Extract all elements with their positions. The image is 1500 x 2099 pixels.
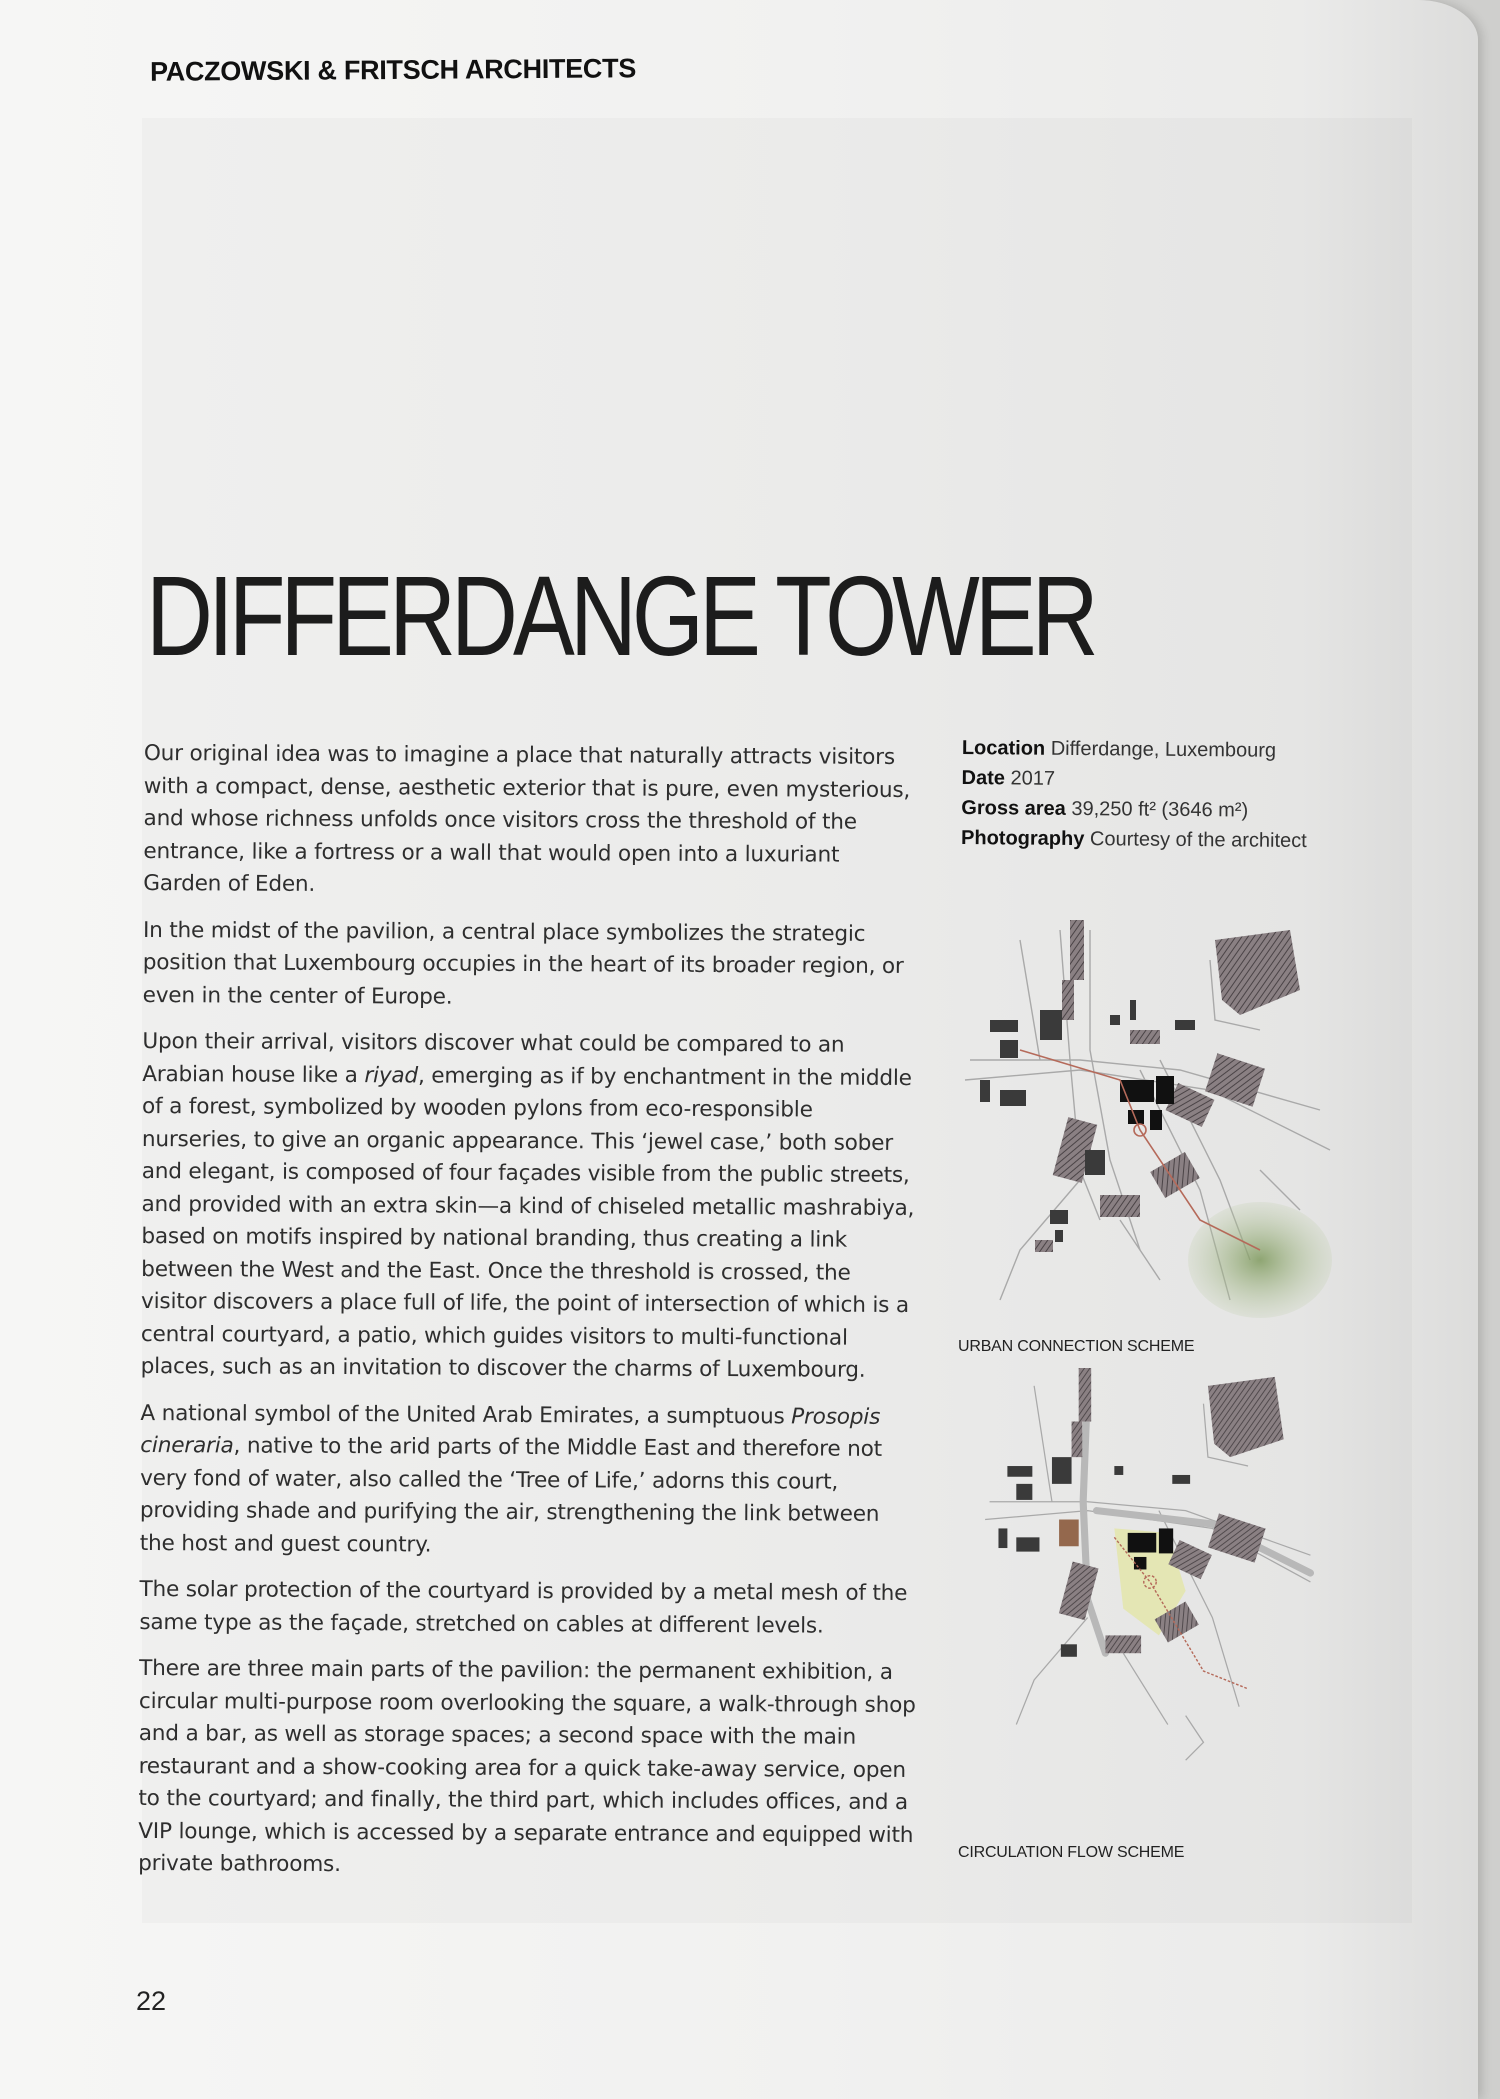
small-blocks (980, 1000, 1195, 1242)
paragraph-4-end: , native to the arid parts of the Middle East and therefore not very fond of water, also called the ‘Tree of Life,’ adorns this court, providing shade and purifying the air, strengthening the link between the host and guest country. (139, 1433, 882, 1558)
project-info (960, 733, 1307, 856)
entrance-marker (1059, 1520, 1079, 1547)
urban-connection-caption: URBAN CONNECTION SCHEME (958, 1338, 1195, 1355)
paragraph-4-start: A national symbol of the United Arab Emirates, a sumptuous (140, 1400, 792, 1429)
area-label: Gross area (961, 796, 1066, 820)
park-area (1188, 1202, 1332, 1318)
circulation-flow-caption: CIRCULATION FLOW SCHEME (958, 1844, 1185, 1861)
paragraph-4 (140, 1397, 921, 1564)
photography-value: Courtesy of the architect (1089, 828, 1307, 853)
page-title: DIFFERDANGE TOWER (146, 553, 1094, 679)
paragraph-3 (141, 1026, 923, 1388)
paragraph-1: Our original idea was to imagine a place that naturally attracts visitors with a compact, dense, aesthetic exterior that is pure, even mysterious, and whose richness unfolds once visitors cross the threshold of the entrance, like a fortress or a wall that would open into a luxuriant Garden of Eden. (143, 740, 911, 897)
photography-label: Photography (960, 826, 1085, 851)
date-label: Date (961, 766, 1006, 790)
paragraph-3-start: Upon their arrival, visitors discover what could be compared to an Arabian house like a (142, 1028, 845, 1088)
paragraph-5: The solar protection of the courtyard is provided by a metal mesh of the same type as the façade, stretched on cables at different levels. (139, 1576, 908, 1639)
area-value: 39,250 ft² (3646 m²) (1071, 797, 1249, 822)
date-row (961, 763, 1301, 796)
location-value: Differdange, Luxembourg (1050, 737, 1277, 762)
paragraph-3-italic: riyad (364, 1062, 419, 1088)
paragraph-6: There are three main parts of the pavilion: the permanent exhibition, a circular multi-purpose room overlooking the square, a walk-through shop and a bar, as well as storage spaces; a second space with the main restaurant and a show-cooking area for a quick take-away service, open to the courtyard; and finally, the third part, which includes offices, and a VIP lounge, which is accessed by a separate entrance and equipped with private bathrooms. (138, 1655, 916, 1878)
paragraph-3-end: , emerging as if by enchantment in the middle of a forest, symbolized by wooden pylons from eco-responsible nurseries, to give an organic appearance. This ‘jewel case,’ both sober and elegant, is composed of four façades visible from the public streets, and provided with an extra skin—a kind of chiseled metallic mashrabiya, based on motifs inspired by national branding, thus creating a link between the West and the East. Once the threshold is crossed, the visitor discovers a place full of life, the point of intersection of which is a central courtyard, a patio, which guides visitors to multi-functional places, such as an invitation to discover the charms of Luxembourg. (140, 1062, 915, 1383)
area-row (961, 793, 1301, 826)
page-number: 22 (136, 1986, 167, 2016)
date-value: 2017 (1010, 767, 1056, 790)
paragraph-4-italic: Prosopis cineraria (140, 1403, 881, 1459)
body-text (138, 738, 924, 1899)
running-header: PACZOWSKI & FRITSCH ARCHITECTS (149, 53, 637, 87)
location-row (962, 733, 1302, 766)
circulation-flow-map (960, 1368, 1340, 1778)
paragraph-2: In the midst of the pavilion, a central place symbolizes the strategic position that Luxembourg occupies in the heart of its broader region, or even in the center of Europe. (142, 917, 904, 1010)
location-label: Location (961, 736, 1046, 760)
urban-connection-map (960, 920, 1340, 1330)
photography-row (960, 823, 1307, 856)
